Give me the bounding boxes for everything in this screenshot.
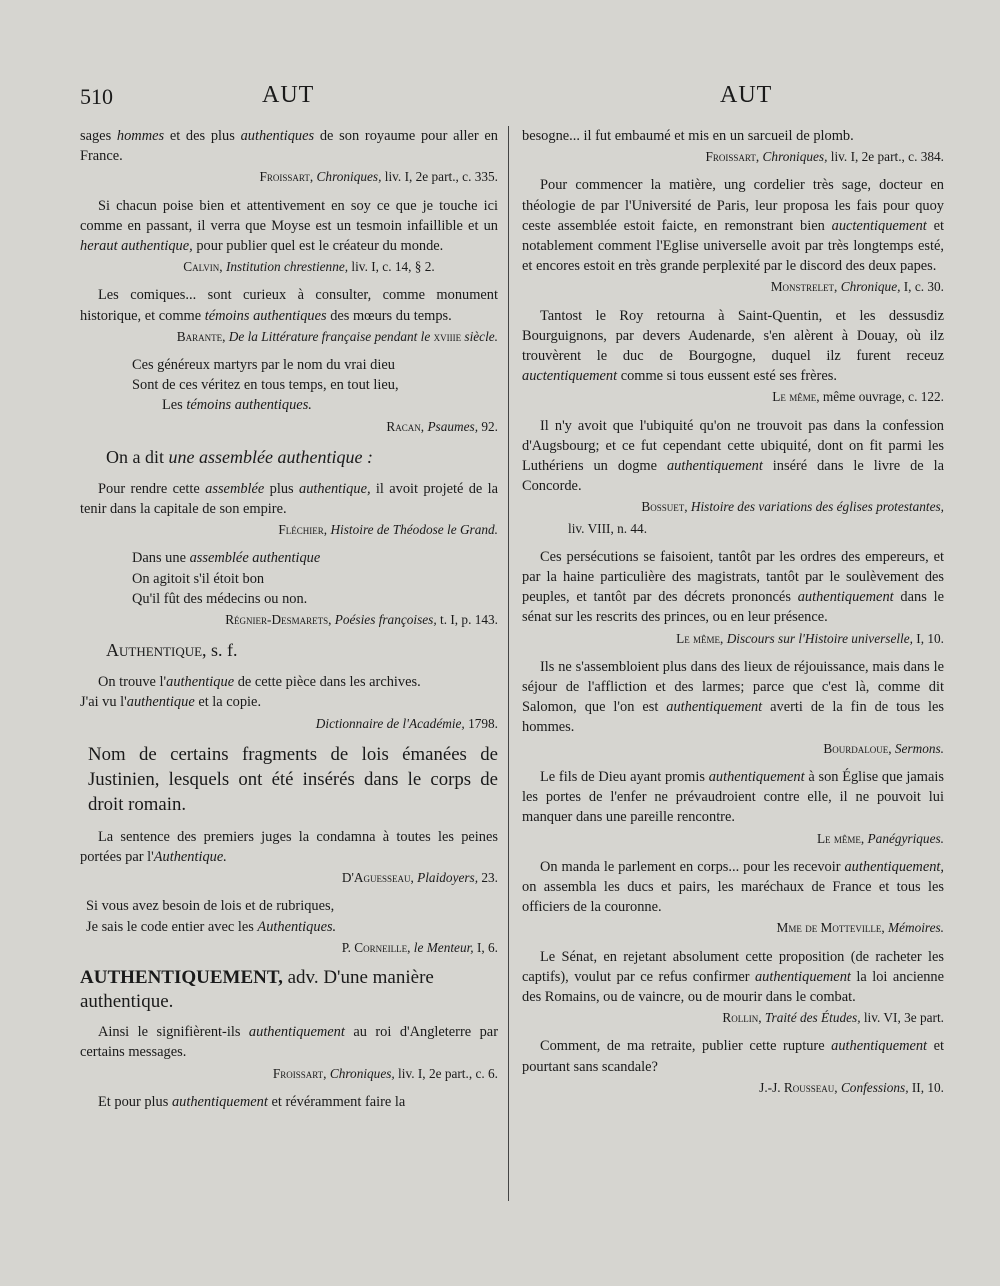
verse-line: Les témoins authentiques. [162,397,312,414]
quotation: Il n'y avoit que l'ubiquité qu'on ne trouvoit pas dans la confession d'Augsbourg; et ce fut cependant cette ubiquité, dont on fit parmi les Luthériens un dogme authentiquement inséré dans le livre de la Concorde. [522,417,944,495]
citation-ref: liv. VIII, n. 44. [568,520,648,536]
citation: Rollin, Traité des Études, liv. VI, 3e part. [722,1010,944,1026]
verse-line: Ces généreux martyrs par le nom du vrai dieu [132,357,395,374]
citation: Monstrelet, Chronique, I, c. 30. [770,279,944,295]
verse-line: Dans une assemblée authentique [132,550,321,567]
quotation: Pour rendre cette assemblée plus authentique, il avoit projeté de la tenir dans la capitale de son empire. [80,480,499,518]
quotation: Les comiques... sont curieux à consulter, comme monument historique, et comme témoins authentiques des mœurs du temps. [80,287,498,324]
citation: Régnier-Desmarets, Poésies françoises, t. I, p. 143. [225,612,498,628]
verse-line: Sont de ces véritez en tous temps, en tout lieu, [132,377,399,394]
quotation: Pour commencer la matière, ung cordelier très sage, docteur en théologie de par l'Université de Paris, leur proposa les fais pour quoy ceste assemblée estoit faicte, en remonstrant bien auctentiquement et notablement comment l'Eglise universelle avoit par très longtemps esté, et encores estoit en très grande perplexité par le discord des deux papes. [522,177,944,275]
column-divider [508,126,509,1201]
verse-line: On agitoit s'il étoit bon [132,570,265,587]
quotation: Ils ne s'assembloient plus dans des lieux de réjouissance, mais dans le séjour de l'affliction et des larmes; parce que c'est là, comme dit Salomon, que l'on est authentiquement averti de la fin de tous les hommes. [522,658,945,736]
page-number: 510 [80,84,113,109]
quotation: Ainsi le signifièrent-ils authentiquement au roi d'Angleterre par certains messages. [80,1024,498,1061]
citation: J.-J. Rousseau, Confessions, II, 10. [759,1079,944,1095]
quotation: Le Sénat, en rejetant absolument cette proposition (de racheter les captifs), voulut par ce refus confirmer authentiquement la loi ancienne des Romains, ou de vaincre, ou de mourir dans le combat. [522,948,944,1005]
quotation: Ces persécutions se faisoient, tantôt par les ordres des empereurs, et par la haine particulière des magistrats, tantôt par le soulèvement des peuples, et tantôt par des décrets prononcés authentiquement dans le sénat sur les rescrits des princes, ou en leur présence. [522,548,944,626]
quotation: La sentence des premiers juges la condamna à toutes les peines portées par l'Authentique. [80,828,498,866]
verse-line: Si vous avez besoin de lois et de rubriques, [86,898,335,915]
usage-subheading: Authentique, s. f. [106,640,238,661]
quotation: Et pour plus authentiquement et révéramment faire la [98,1093,406,1110]
quotation: sages hommes et des plus authentiques de son royaume pour aller en France. [80,128,498,165]
verse-line: Je sais le code entier avec les Authentiques. [86,918,337,935]
citation: P. Corneille, le Menteur, I, 6. [341,939,498,955]
running-head-right: AUT [720,82,773,108]
citation: Le même, même ouvrage, c. 122. [772,389,944,405]
quotation: Tantost le Roy retourna à Saint-Quentin, et les dessusdiz Bourguignons, par devers Audenarde, s'en alèrent à Douay, où ilz trouvèrent le duc de Bourgogne, duquel ilz furent receuz auctentiquement comme si tous eussent esté ses frères. [522,307,944,385]
citation: Mme de Motteville, Mémoires. [776,920,944,936]
citation: Calvin, Institution chrestienne, liv. I, c. 14, § 2. [183,259,435,275]
quotation: Si chacun poise bien et attentivement en soy ce que je touche ici comme en passant, il verra que Moyse est un tesmoin infaillible et un heraut authentique, pour publier quel est le créateur du monde. [80,197,498,255]
citation: Le même, Panégyriques. [816,830,944,846]
usage-subheading: On a dit une assemblée authentique : [106,446,373,467]
citation: Le même, Discours sur l'Histoire universelle, I, 10. [676,630,944,646]
quotation: On manda le parlement en corps... pour les recevoir authentiquement, on assembla les ducs et pairs, les maréchaux de France et tous les officiers de la couronne. [522,858,944,916]
citation: Barante, De la Littérature française pendant le xviiie siècle. [176,328,498,344]
citation: Dictionnaire de l'Académie, 1798. [315,715,498,731]
citation: Froissart, Chroniques, liv. I, 2e part., c. 384. [705,149,944,165]
citation: Froissart, Chroniques, liv. I, 2e part., c. 335. [259,169,498,185]
quotation: J'ai vu l'authentique et la copie. [80,694,262,711]
citation: D'Aguesseau, Plaidoyers, 23. [341,870,498,886]
quotation: Le fils de Dieu ayant promis authentiquement à son Église que jamais les portes de l'enfer ne prévaudroient contre elle, il ne pouvoit lui manquer dans une pareille rencontre. [522,768,944,826]
quotation: On trouve l'authentique de cette pièce dans les archives. [98,674,421,691]
verse-line: Qu'il fût des médecins ou non. [132,590,308,607]
quotation: besogne... il fut embaumé et mis en un sarcueil de plomb. [522,128,854,144]
citation: Bossuet, Histoire des variations des églises protestantes, [641,499,944,515]
citation: Froissart, Chroniques, liv. I, 2e part., c. 6. [272,1065,498,1081]
entry-headword: AUTHENTIQUEMENT, adv. D'une manière authentique. [80,967,434,1013]
citation: Racan, Psaumes, 92. [386,418,498,434]
left-column [80,126,498,1112]
quotation: Comment, de ma retraite, publier cette rupture authentiquement et pourtant sans scandale? [522,1038,944,1075]
sense-definition: Nom de certains fragments de lois émanées de Justinien, lesquels ont été insérés dans le corps de droit romain. [88,743,498,815]
citation: Bourdaloue, Sermons. [823,740,944,756]
running-head-left: AUT [262,82,315,108]
right-column [522,126,944,1106]
citation: Fléchier, Histoire de Théodose le Grand. [278,522,498,538]
